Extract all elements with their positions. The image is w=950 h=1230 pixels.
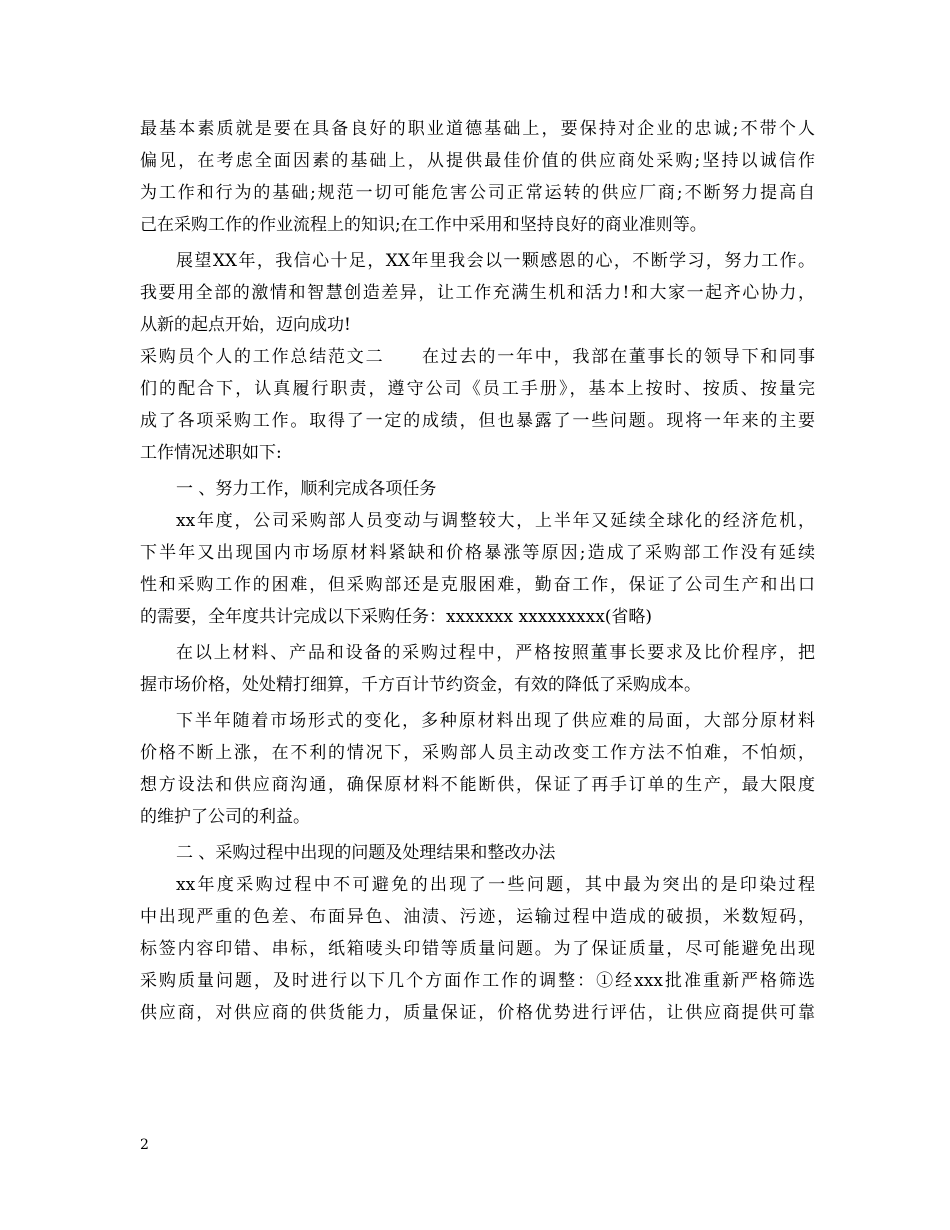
paragraph-start-line: 在以上材料、产品和设备的采购过程中，严格按照董事长要求及比价程序，把 [176,643,815,663]
text-line: 下半年又出现国内市场原材料紧缺和价格暴涨等原因;造成了采购部工作没有延续 [140,543,815,563]
paragraph-start-line: xx年度，公司采购部人员变动与调整较大，上半年又延续全球化的经济危机， [176,511,815,531]
text-line: 从新的起点开始，迈向成功! [140,315,351,335]
text-line: 性和采购工作的困难，但采购部还是克服困难，勤奋工作，保证了公司生产和出口 [140,575,815,595]
text-line: 供应商，对供应商的供货能力，质量保证，价格优势进行评估，让供应商提供可靠 [140,1003,815,1023]
section-title-line: 采购员个人的工作总结范文二 在过去的一年中，我部在董事长的领导下和同事 [140,347,815,367]
section-heading: 二 、采购过程中出现的问题及处理结果和整改办法 [176,843,556,863]
text-line: 己在采购工作的作业流程上的知识;在工作中采用和坚持良好的商业准则等。 [140,215,707,235]
text-line: 中出现严重的色差、布面异色、油渍、污迹，运输过程中造成的破损，米数短码， [140,907,815,927]
text-line: 我要用全部的激情和智慧创造差异，让工作充满生机和活力!和大家一起齐心协力， [140,283,815,303]
text-line: 工作情况述职如下: [140,443,282,463]
text-line: 标签内容印错、串标，纸箱唛头印错等质量问题。为了保证质量，尽可能避免出现 [140,939,815,959]
document-body [140,113,815,1029]
paragraph-start-line: 展望XX年，我信心十足，XX年里我会以一颗感恩的心，不断学习，努力工作。 [176,251,815,271]
text-line: 想方设法和供应商沟通，确保原材料不能断供，保证了再手订单的生产，最大限度 [140,775,815,795]
text-line: 的需要，全年度共计完成以下采购任务：xxxxxxx xxxxxxxxx(省略) [140,607,653,627]
text-line: 为工作和行为的基础;规范一切可能危害公司正常运转的供应厂商;不断努力提高自 [140,183,815,203]
page-number: 2 [140,1137,149,1153]
text-line: 价格不断上涨，在不利的情况下，采购部人员主动改变工作方法不怕难，不怕烦， [140,743,815,763]
section-heading: 一 、努力工作，顺利完成各项任务 [176,479,437,499]
text-line: 偏见，在考虑全面因素的基础上，从提供最佳价值的供应商处采购;坚持以诚信作 [140,151,815,171]
paragraph-start-line: xx年度采购过程中不可避免的出现了一些问题，其中最为突出的是印染过程 [176,875,815,895]
text-line: 采购质量问题，及时进行以下几个方面作工作的调整：①经xxx批准重新严格筛选 [140,971,815,991]
text-line: 握市场价格，处处精打细算，千方百计节约资金，有效的降低了采购成本。 [140,675,701,695]
text-line: 成了各项采购工作。取得了一定的成绩，但也暴露了一些问题。现将一年来的主要 [140,411,815,431]
text-line: 最基本素质就是要在具备良好的职业道德基础上，要保持对企业的忠诚;不带个人 [140,119,815,139]
paragraph-start-line: 下半年随着市场形式的变化，多种原材料出现了供应难的局面，大部分原材料 [176,711,815,731]
text-line: 的维护了公司的利益。 [140,807,310,827]
text-line: 们的配合下，认真履行职责，遵守公司《员工手册》，基本上按时、按质、按量完 [140,379,815,399]
